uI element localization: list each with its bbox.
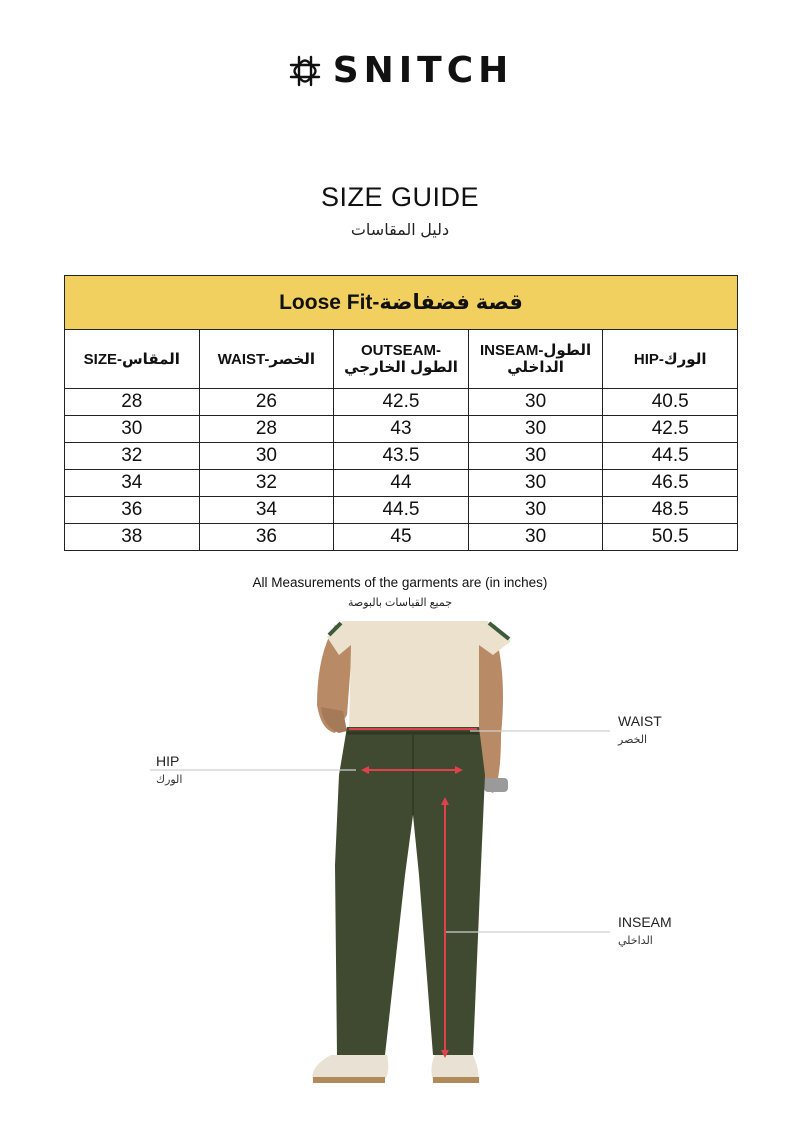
cell-size: 36 — [65, 497, 200, 524]
inseam-label: INSEAM — [618, 914, 672, 930]
table-row — [65, 470, 738, 497]
cell-size: 38 — [65, 524, 200, 551]
header-waist-line1: WAIST-الخصر — [217, 350, 316, 368]
pants — [335, 727, 485, 1055]
table-row — [65, 443, 738, 470]
cell-waist: 28 — [199, 416, 334, 443]
wristwatch-icon — [484, 778, 508, 792]
cell-inseam: 30 — [468, 497, 603, 524]
cell-waist: 30 — [199, 443, 334, 470]
cell-inseam: 30 — [468, 470, 603, 497]
cell-outseam: 43.5 — [334, 443, 469, 470]
fit-title: Loose Fit-قصة فضفاضة — [65, 276, 738, 330]
cell-outseam: 42.5 — [334, 389, 469, 416]
table-header-row — [65, 330, 738, 389]
header-hip-line1: HIP-الورك — [633, 350, 707, 368]
header-outseam-line2: الطول الخارجي — [344, 359, 458, 376]
header-size-line1: SIZE-المقاس — [83, 350, 180, 368]
cell-size: 30 — [65, 416, 200, 443]
brand-logo — [0, 50, 800, 91]
waist-label: WAIST — [618, 713, 662, 729]
cell-inseam: 30 — [468, 416, 603, 443]
table-row — [65, 524, 738, 551]
page-title: SIZE GUIDE — [320, 182, 480, 212]
header-inseam-line2: الداخلي — [507, 359, 564, 376]
header-outseam — [334, 330, 469, 389]
cell-hip: 42.5 — [603, 416, 738, 443]
cell-outseam: 44.5 — [334, 497, 469, 524]
inseam-label-arabic: الداخلي — [618, 935, 653, 947]
table-row — [65, 416, 738, 443]
cell-waist: 26 — [199, 389, 334, 416]
cell-waist: 36 — [199, 524, 334, 551]
size-table — [64, 275, 738, 551]
measurement-note-arabic: جميع القياسات بالبوصة — [347, 597, 453, 609]
snitch-logo-icon — [287, 53, 323, 89]
header-waist — [199, 330, 334, 389]
hip-label: HIP — [156, 753, 180, 769]
page-title-arabic: دليل المقاسات — [350, 222, 450, 239]
cell-hip: 50.5 — [603, 524, 738, 551]
model-pants-illustration — [295, 615, 535, 1090]
header-hip — [603, 330, 738, 389]
measurement-note: All Measurements of the garments are (in inches) — [252, 575, 548, 590]
cell-inseam: 30 — [468, 524, 603, 551]
cell-inseam: 30 — [468, 389, 603, 416]
cell-inseam: 30 — [468, 443, 603, 470]
cell-waist: 32 — [199, 470, 334, 497]
header-outseam-line1: OUTSEAM- — [360, 342, 441, 359]
cell-outseam: 43 — [334, 416, 469, 443]
table-row — [65, 497, 738, 524]
cell-hip: 46.5 — [603, 470, 738, 497]
waist-label-arabic: الخصر — [618, 734, 648, 746]
cell-size: 28 — [65, 389, 200, 416]
cell-outseam: 45 — [334, 524, 469, 551]
cell-size: 34 — [65, 470, 200, 497]
header-inseam — [468, 330, 603, 389]
cell-hip: 44.5 — [603, 443, 738, 470]
header-inseam-line1: INSEAM-الطول — [480, 342, 592, 359]
cell-size: 32 — [65, 443, 200, 470]
header-size — [65, 330, 200, 389]
brand-name: SNITCH — [332, 50, 514, 91]
table-row — [65, 389, 738, 416]
cell-outseam: 44 — [334, 470, 469, 497]
hip-label-arabic: الورك — [156, 774, 183, 786]
cell-waist: 34 — [199, 497, 334, 524]
cell-hip: 48.5 — [603, 497, 738, 524]
cell-hip: 40.5 — [603, 389, 738, 416]
